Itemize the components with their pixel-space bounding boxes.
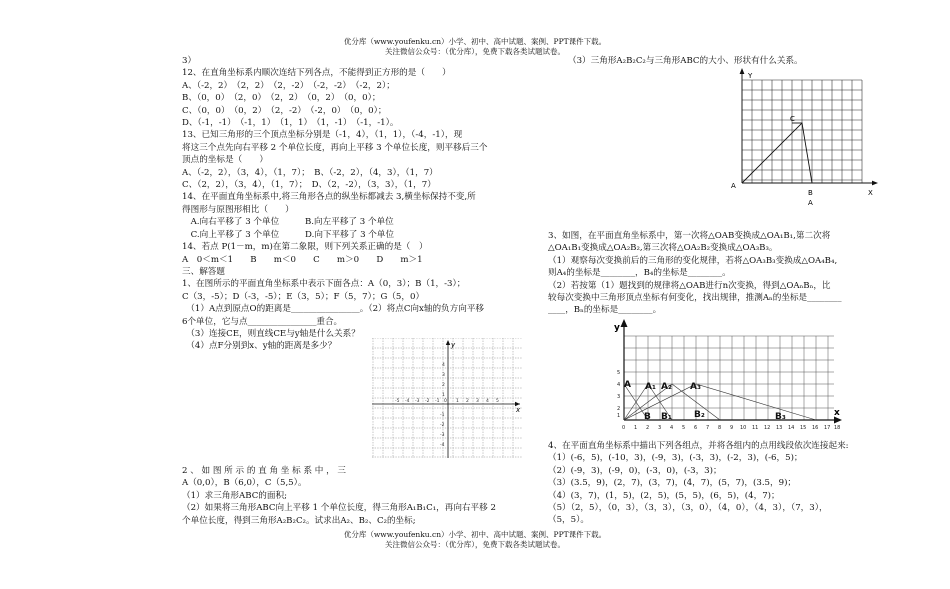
question-3-part2: （2）若按第（1）题找到的规律将△OAB进行n次变换，得到△OAₙBₙ，比 [548, 280, 831, 291]
option-13ab: A、（-2，2），（3，4），（1，7）； B、（-2，2），（4，3），（1，7） [182, 167, 438, 178]
y-tick: 3 [442, 373, 445, 378]
option-14b: A 0＜m＜1 B m＜0 C m＞0 D m＞1 [182, 254, 423, 265]
y-tick: 2 [617, 406, 621, 412]
question-4-set1: （1）(-6，5)，(-10，3)，(-9，3)，(-3，3)，(-2，3)，(-6，5)； [548, 453, 803, 464]
point-c-label: C [790, 115, 795, 123]
question-2-block [182, 465, 496, 527]
answer-q1-part3: （3）连接CE，则直线CE与y轴是什么关系？ [182, 328, 360, 339]
page-footer [0, 530, 950, 550]
point-a-label: A [731, 182, 736, 190]
question-4-set5: （5）（2，5），（0，3），（3，3），（3，0），（4，0），（4，3），（7，3）， [548, 503, 828, 514]
point-a1-label: A₁ [645, 382, 656, 392]
y-axis-label: Y [748, 72, 753, 80]
question-13: 13、已知三角形的三个顶点坐标分别是（-1，4），（1，1），（-4，-1），现 [182, 130, 463, 141]
question-2-part3: （3）三角形A₂B₂C₂与三角形ABC的大小、形状有什么关系。 [568, 56, 803, 66]
x-tick: -3 [415, 399, 420, 404]
question-2-points: A（0,0），B（6,0），C（5,5）。 [182, 478, 307, 489]
option-14cd: C.向上平移了 3 个单位 D.向下平移了 3 个单位 [182, 229, 395, 240]
point-a2-label: A₂ [661, 382, 672, 392]
x-tick: 11 [752, 425, 759, 431]
y-tick: -3 [440, 433, 445, 438]
triangle-abc [742, 123, 812, 183]
x-tick: 10 [740, 425, 747, 431]
answer-q1-part1-cont: 6个单位，它与点________________重合。 [182, 316, 343, 327]
point-a3-label: A₃ [690, 382, 701, 392]
question-2-part2: （2）如果将三角形ABC向上平移 1 个单位长度，得三角形A₁B₁C₁，再向右平移 2 [182, 503, 496, 514]
text-line: 3） [182, 56, 197, 66]
point-b1-label: B₁ [661, 412, 672, 422]
question-13-cont: 顶点的坐标是（ ） [182, 155, 268, 166]
y-tick: -2 [440, 423, 445, 428]
question-2: 2 、 如 图 所 示 的 直 角 坐 标 系 中 ， 三 [182, 466, 347, 476]
x-tick: 15 [800, 425, 807, 431]
point-b-label: B [808, 189, 813, 197]
x-tick: 13 [776, 425, 783, 431]
point-a-bottom-label: A [808, 199, 813, 207]
x-tick: -4 [405, 399, 410, 404]
y-axis-label: y [614, 323, 620, 333]
answer-q1-part1: （1）A点到原点O的距离是________________。（2）将点C向x轴的负方向平移 [182, 304, 485, 315]
x-tick: 5 [496, 399, 499, 404]
question-4-block [548, 440, 849, 527]
x-tick: 18 [834, 425, 841, 431]
y-axis-label: y [451, 341, 456, 349]
question-12: 12、在直角坐标系内顺次连结下列各点，不能得到正方形的是（ ） [182, 68, 451, 79]
y-tick: 1 [442, 393, 445, 398]
y-tick: 4 [442, 363, 445, 368]
x-tick: 12 [764, 425, 771, 431]
footer-line-1: 优分库（www.youfenku.cn）小学、初中、高中试题、案例、PPT课件下载。 [343, 530, 607, 539]
coordinate-grid-1 [372, 338, 524, 458]
question-3-cont: △OA₁B₁变换成△OA₂B₂,第三次将△OA₂B₂变换成△OA₃B₃。 [548, 243, 778, 254]
question-4-set4: （4）(3，7)，(1，5)，(2，5)，(5，5)，(6，5)，(4，7)； [548, 490, 780, 501]
question-13-cont: 将这三个点先向右平移 2 个单位长度，再向上平移 3 个单位长度，则平移后三个 [182, 142, 488, 153]
footer-line-2: 关注微信公众号：（优分库），免费下载各类试题试卷。 [385, 540, 565, 549]
option-13cd: C、（2，2），（3，4），（1，7）； D、（2，-2），（3，3），（1，7） [182, 180, 436, 191]
question-3-block [548, 230, 842, 317]
x-axis-label: x [516, 406, 521, 414]
y-tick: 5 [617, 370, 621, 376]
point-b-label: B [644, 412, 651, 422]
answer-q1: 1、在图所示的平面直角坐标系中表示下面各点：A（0，3）；B（1，-3）； [182, 279, 466, 290]
option-12c: C、（0，0） （0，2） （2，-2） （-2，0） （0，0）； [182, 105, 387, 116]
answer-q1-part4: （4）点F分别到x、y轴的距离是多少？ [182, 341, 337, 352]
x-tick: 9 [730, 425, 734, 431]
point-b3-label: B₃ [775, 412, 786, 422]
x-axis-label: x [834, 408, 840, 418]
x-tick: 4 [486, 399, 489, 404]
left-column [182, 55, 562, 353]
y-tick: -1 [440, 413, 445, 418]
question-3-part1: （1）观察每次变换前后的三角形的变化规律，若将△OA₃B₃变换成△OA₄B₄, [548, 255, 838, 266]
question-14: 14、在平面直角坐标系中,将三角形各点的纵坐标都减去 3,横坐标保持不变,所 [182, 192, 476, 203]
question-2-part1: （1）求三角形ABC的面积; [182, 490, 287, 501]
coordinate-grid-2 [728, 65, 888, 210]
x-tick: 3 [658, 425, 662, 431]
x-tick: 8 [718, 425, 722, 431]
question-3-part2-cont: 较每次变换中三角形顶点坐标有何变化，找出规律，推测Aₙ的坐标是________ [548, 293, 842, 304]
question-4-set2: （2）(-9，3)，(-9，0)，(-3，0)，(-3，3)； [548, 465, 722, 476]
question-3-part2-blanks: ____，Bₙ的坐标是________。 [548, 305, 662, 316]
y-tick: -4 [440, 443, 445, 448]
option-12a: A、（-2，2） （2，2） （2，-2） （-2，-2） （-2，2）； [182, 80, 395, 91]
y-tick: 3 [617, 394, 621, 400]
point-b2-label: B₂ [694, 410, 705, 420]
page-header [0, 37, 950, 57]
question-14b: 14、若点 P(1－m，m)在第二象限，则下列关系正确的是（ ） [182, 242, 428, 253]
header-line-2: 关注微信公众号：（优分库），免费下载各类试题试卷。 [385, 47, 565, 56]
x-tick: 4 [670, 425, 674, 431]
x-tick: 5 [682, 425, 686, 431]
y-tick: 4 [617, 382, 621, 388]
x-tick: 17 [824, 425, 831, 431]
question-2-part2-cont: 个单位长度，得到三角形A₂B₂C₂。试求出A₂、B₂、C₂的坐标; [182, 515, 416, 526]
answer-q1-cont: C（3，-5）；D（-3，-5）；E（3，5）；F（5，7）；G（5，0） [182, 291, 425, 302]
x-tick: -5 [395, 399, 400, 404]
option-14ab: A.向右平移了 3 个单位 B.向左平移了 3 个单位 [182, 217, 394, 228]
question-3: 3、如图，在平面直角坐标系中，第一次将△OAB变换成△OA₁B₁,第二次将 [548, 231, 831, 241]
y-tick: 1 [617, 413, 621, 419]
y-tick: 2 [442, 383, 445, 388]
x-tick: 0 [622, 425, 626, 431]
question-14-cont: 得图形与原图形相比（ ） [182, 204, 294, 215]
coordinate-grid-3 [612, 316, 852, 436]
option-12d: D、（-1，-1） （-1，1） （1，1） （1，-1） （-1，-1）。 [182, 118, 399, 129]
x-tick: 0 [444, 399, 447, 404]
x-tick: -2 [425, 399, 430, 404]
x-tick: 14 [788, 425, 795, 431]
x-tick: 2 [466, 399, 469, 404]
x-tick: 16 [812, 425, 819, 431]
header-line-1: 优分库（www.youfenku.cn）小学、初中、高中试题、案例、PPT课件下载。 [343, 37, 607, 46]
section-heading: 三、解答题 [182, 266, 225, 277]
question-4-set3: （3）(3.5，9)，(2，7)，(3，7)，(4，7)，(5，7)，(3.5，9)； [548, 478, 797, 489]
x-tick: -1 [435, 399, 440, 404]
x-tick: 6 [694, 425, 698, 431]
x-tick: 1 [456, 399, 459, 404]
x-tick: 1 [634, 425, 638, 431]
point-a-label: A [624, 380, 631, 390]
x-tick: 3 [476, 399, 479, 404]
question-4-set5-cont: （5，5）。 [548, 515, 590, 526]
x-tick: 2 [646, 425, 650, 431]
x-axis-label: X [868, 189, 873, 197]
x-tick: 7 [706, 425, 710, 431]
question-3-part1-blanks: 则A₄的坐标是________，B₄的坐标是________。 [548, 268, 731, 279]
option-12b: B、（0，0） （2，0） （2，2） （0，2） （0，0）； [182, 93, 381, 104]
question-4: 4、在平面直角坐标系中描出下列各组点，并将各组内的点用线段依次连接起来: [548, 441, 849, 451]
